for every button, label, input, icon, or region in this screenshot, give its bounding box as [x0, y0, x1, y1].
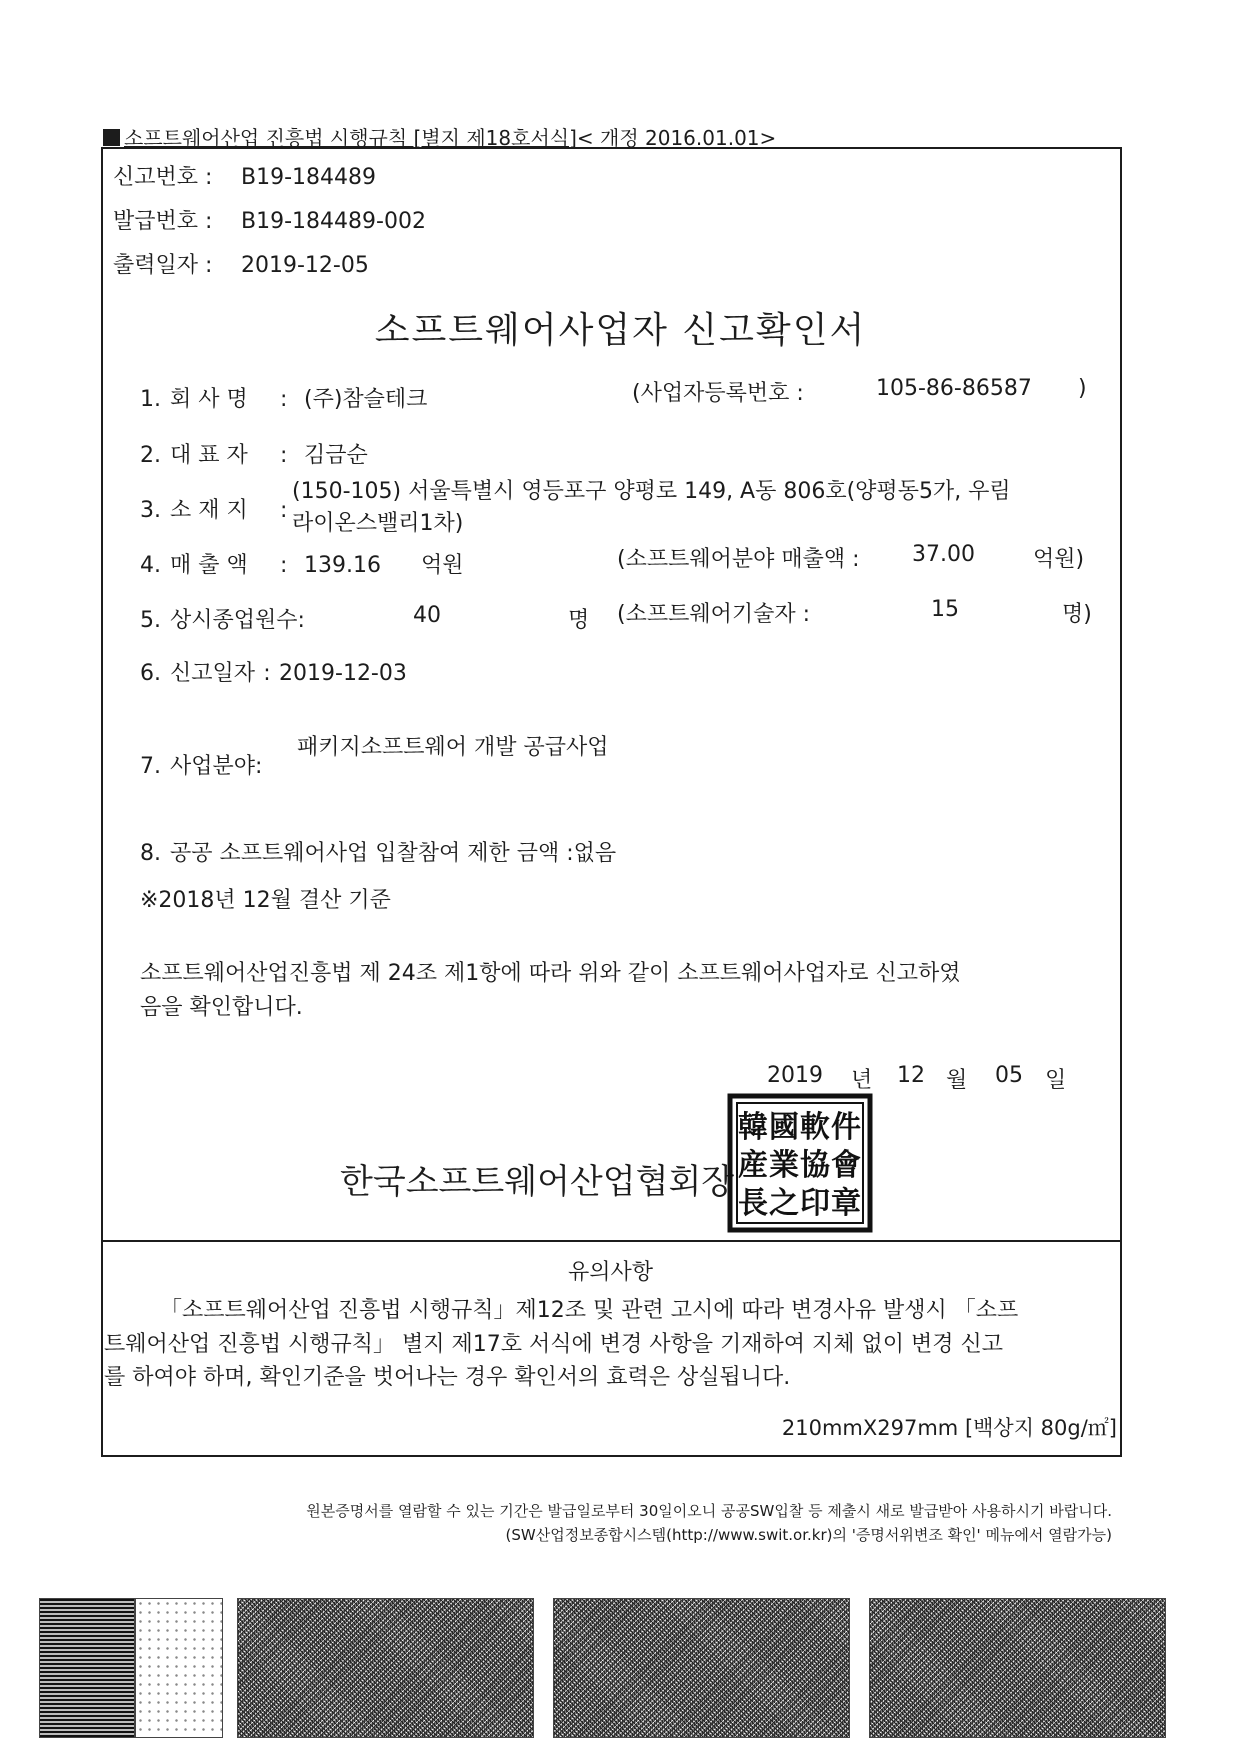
report-date-num: 6. [140, 661, 161, 686]
seal-glyph: 國 [769, 1110, 799, 1145]
report-date-colon: : [263, 661, 271, 686]
business-reg-number: 105-86-86587 [876, 376, 1032, 401]
issue-date-year-unit: 년 [851, 1068, 873, 1093]
seal-glyph: 會 [831, 1148, 861, 1183]
employees-num: 5. [140, 608, 161, 633]
issue-date-year: 2019 [767, 1063, 823, 1088]
form-reference-text: 소프트웨어산업 진흥법 시행규칙 [별지 제18호서식] [124, 126, 577, 150]
seal-glyph: 之 [769, 1186, 799, 1221]
report-number-value: B19-184489 [241, 165, 377, 190]
company-colon: : [280, 387, 288, 412]
business-label: 사업분야 [170, 754, 256, 779]
barcode-block-3 [237, 1598, 534, 1738]
sw-engineers-unit: 명) [1062, 602, 1092, 627]
sales-colon: : [280, 553, 288, 578]
employees-label: 상시종업원수 [170, 608, 298, 633]
paper-spec: 210mmX297mm [백상지 80g/㎡] [781, 1416, 1117, 1440]
address-num: 3. [140, 498, 161, 523]
sales-row [140, 548, 381, 579]
business-num: 7. [140, 754, 161, 779]
ceo-num: 2. [140, 443, 161, 468]
address-label: 소 재 지 [170, 498, 248, 523]
business-label-group [140, 749, 262, 780]
ceo-row [140, 438, 368, 469]
notice-line-2: 트웨어산업 진흥법 시행규칙」 별지 제17호 서식에 변경 사항을 기재하여 지체 없이 변경 신고 [104, 1332, 1003, 1357]
issue-number-label: 발급번호 : [113, 209, 213, 234]
bid-limit-text: 공공 소프트웨어사업 입찰참여 제한 금액 :없음 [170, 841, 617, 866]
document-title: 소프트웨어사업자 신고확인서 [374, 310, 867, 351]
sales-label: 매 출 액 [170, 553, 248, 578]
sw-sales-value: 37.00 [912, 542, 975, 567]
issue-date-month-unit: 월 [946, 1068, 968, 1093]
sw-sales-label: (소프트웨어분야 매출액 : [617, 547, 860, 572]
report-number [113, 160, 376, 191]
official-seal [727, 1093, 873, 1233]
company-name: (주)참슬테크 [304, 387, 428, 412]
ceo-name: 김금순 [304, 443, 368, 468]
company-row [140, 382, 427, 413]
seal-glyph: 産 [738, 1148, 768, 1183]
employees-unit: 명 [568, 608, 590, 633]
report-date-row [140, 656, 407, 687]
notice-title: 유의사항 [567, 1260, 653, 1285]
bid-limit-num: 8. [140, 841, 161, 866]
print-date-value: 2019-12-05 [241, 253, 369, 278]
seal-glyph: 件 [831, 1110, 861, 1145]
report-date-value: 2019-12-03 [279, 661, 407, 686]
employees-value: 40 [413, 603, 441, 628]
print-date [113, 248, 369, 279]
seal-glyph: 韓 [738, 1110, 768, 1145]
report-date-label: 신고일자 [170, 661, 256, 686]
seal-glyph: 協 [800, 1148, 830, 1183]
confirm-line-2: 음을 확인합니다. [140, 995, 303, 1020]
address-line-1: (150-105) 서울특별시 영등포구 양평로 149, A동 806호(양평동5가, 우림 [292, 479, 1011, 504]
seal-glyph: 長 [738, 1186, 768, 1221]
business-reg-label: (사업자등록번호 : [632, 381, 804, 406]
ceo-label: 대 표 자 [170, 443, 248, 468]
address-colon: : [280, 498, 288, 523]
issue-date-day-unit: 일 [1045, 1068, 1067, 1093]
issue-date-month: 12 [897, 1063, 925, 1088]
footer-note-1: 원본증명서를 열람할 수 있는 기간은 발급일로부터 30일이오니 공공SW입찰 등 제출시 새로 발급받아 사용하시기 바랍니다. [306, 1502, 1112, 1520]
barcode-block-5 [869, 1598, 1166, 1738]
address-line-2: 라이온스밸리1차) [292, 511, 464, 536]
company-num: 1. [140, 387, 161, 412]
print-date-label: 출력일자 : [113, 253, 213, 278]
sales-value: 139.16 [304, 553, 381, 578]
issuer-name: 한국소프트웨어산업협회장 [340, 1162, 735, 1202]
bid-limit-row [140, 836, 616, 867]
form-revision: < 개정 2016.01.01> [576, 126, 777, 150]
seal-glyph: 章 [831, 1186, 861, 1221]
square-bullet-icon [103, 129, 120, 146]
business-colon: : [255, 754, 263, 779]
issue-number-value: B19-184489-002 [241, 209, 426, 234]
settlement-basis: ※2018년 12월 결산 기준 [140, 888, 391, 913]
ceo-colon: : [280, 443, 288, 468]
sw-engineers-value: 15 [931, 597, 959, 622]
barcode-block-1 [39, 1598, 135, 1738]
notice-line-3: 를 하여야 하며, 확인기준을 벗어나는 경우 확인서의 효력은 상실됩니다. [104, 1365, 791, 1390]
address-label-group [140, 493, 287, 524]
confirm-line-1: 소프트웨어산업진흥법 제 24조 제1항에 따라 위와 같이 소프트웨어사업자로 신고하였 [140, 961, 961, 986]
barcode-block-4 [553, 1598, 850, 1738]
sales-unit: 억원 [421, 553, 464, 578]
seal-glyph: 業 [769, 1148, 799, 1183]
issue-number [113, 204, 426, 235]
footer-note-2: (SW산업정보종합시스템(http://www.swit.or.kr)의 '증명서위변조 확인' 메뉴에서 열람가능) [505, 1526, 1112, 1544]
sales-num: 4. [140, 553, 161, 578]
notice-line-1: 「소프트웨어산업 진흥법 시행규칙」제12조 및 관련 고시에 따라 변경사유 발생시 「소프 [160, 1298, 1019, 1323]
employees-row [140, 603, 305, 634]
business-reg-close: ) [1078, 376, 1087, 401]
issue-date-day: 05 [995, 1063, 1023, 1088]
sw-sales-unit: 억원) [1033, 547, 1085, 572]
sw-engineers-label: (소프트웨어기술자 : [617, 602, 811, 627]
employees-colon: : [297, 608, 305, 633]
seal-glyph: 軟 [800, 1110, 830, 1145]
company-label: 회 사 명 [170, 387, 248, 412]
business-field-value: 패키지소프트웨어 개발 공급사업 [297, 735, 609, 760]
seal-graphic [727, 1093, 873, 1233]
report-number-label: 신고번호 : [113, 165, 213, 190]
seal-glyph: 印 [800, 1186, 830, 1221]
barcode-block-2 [135, 1598, 223, 1738]
notice-separator [101, 1240, 1122, 1242]
